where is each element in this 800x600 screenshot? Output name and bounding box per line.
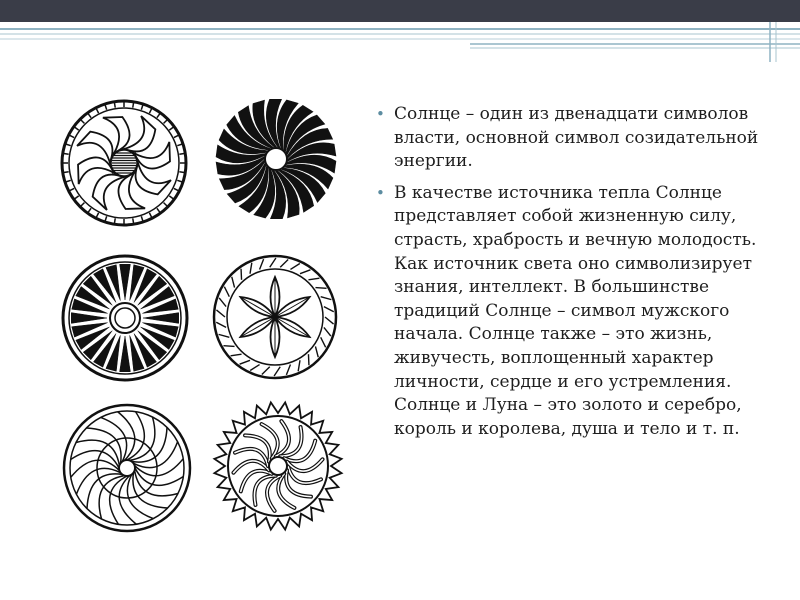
bullet-marker: • <box>376 183 385 202</box>
bullet-list <box>376 103 786 441</box>
solar-symbol-spiral-circle-icon <box>64 405 190 531</box>
text-content <box>376 103 786 449</box>
solar-symbol-six-petal-flower-icon <box>214 256 336 378</box>
solar-symbol-sawtooth-sun-icon <box>214 402 341 529</box>
bullet-item <box>376 182 786 442</box>
solar-symbol-spoked-wheel-icon <box>63 256 187 380</box>
solar-symbol-petal-swirl-icon <box>216 99 336 218</box>
bullet-text: В качестве источника тепла Солнце представляет собой жизненную силу, страсть, храбрость и вечную молодость. Как источник света оно символизирует знания, интеллект. В большинстве традиций Солнце – символ мужского начала. Солнце также – это жизнь, живучесть, воплощенный характер личности, сердце и его устремления. Солнце и Луна – это золото и серебро, король и королева, душа и тело и т. п. <box>394 182 757 439</box>
bullet-text: Солнце – один из двенадцати символов власти, основной символ созидательной энергии. <box>394 104 759 172</box>
bullet-item <box>376 103 786 174</box>
solar-symbol-swirl-icon <box>62 101 186 225</box>
bullet-marker: • <box>376 105 385 123</box>
